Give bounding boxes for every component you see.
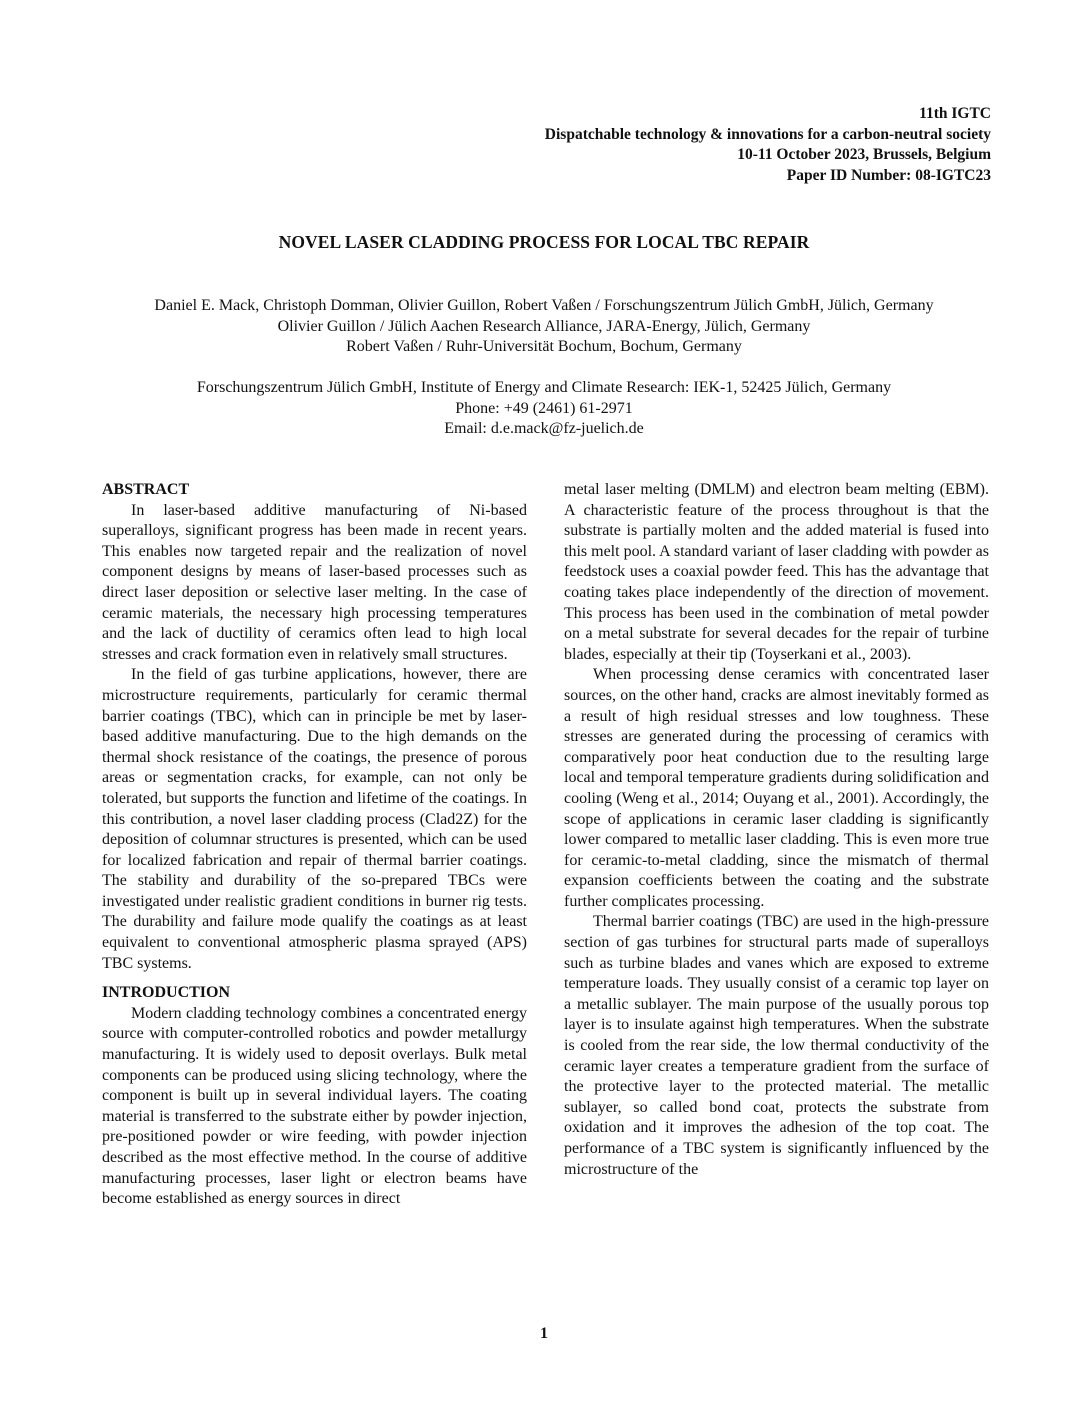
author-line: Daniel E. Mack, Christoph Domman, Olivier Guillon, Robert Vaßen / Forschungszentrum Jülich GmbH, Jülich, Germany bbox=[154, 297, 934, 314]
phone-number: Phone: +49 (2461) 61-2971 bbox=[455, 399, 633, 417]
introduction-paragraph: When processing dense ceramics with concentrated laser sources, on the other hand, cracks are almost inevitably formed as a result of high residual stresses and low toughness. These stresses are generated during the processing of ceramics with comparatively poor heat conduction due to the resulting large local and temporal temperature gradients during solidification and cooling (Weng et al., 2014; Ouyang et al., 2001). Accordingly, the scope of applications in ceramic laser cladding is significantly lower compared to metallic laser cladding. This is even more true for ceramic-to-metal cladding, since the mismatch of thermal expansion coefficients between the coating and the substrate further complicates processing. bbox=[564, 666, 989, 910]
email-address: Email: d.e.mack@fz-juelich.de bbox=[444, 420, 644, 437]
paper-title: NOVEL LASER CLADDING PROCESS FOR LOCAL TBC REPAIR bbox=[278, 232, 810, 252]
author-line: Robert Vaßen / Ruhr-Universität Bochum, Bochum, Germany bbox=[346, 338, 742, 355]
abstract-paragraph: In the field of gas turbine applications, however, there are microstructure requirements, particularly for ceramic thermal barrier coatings (TBC), which can in principle be met by laser-based additive manufacturing. Due to the high demands on the thermal shock resistance of the coatings, the presence of porous areas or segmentation cracks, for example, can not only be tolerated, but supports the function and lifetime of the coatings. In this contribution, a novel laser cladding process (Clad2Z) for the deposition of columnar structures is presented, which can be used for localized fabrication and repair of thermal barrier coatings. The stability and durability of the so-prepared TBCs were investigated under realistic gradient conditions in burner rig tests. The durability and failure mode qualify the coatings as at least equivalent to conventional atmospheric plasma sprayed (APS) TBC systems. bbox=[102, 666, 527, 972]
conference-date-location: 10-11 October 2023, Brussels, Belgium bbox=[737, 146, 991, 163]
conference-header bbox=[545, 104, 991, 186]
abstract-heading: ABSTRACT bbox=[102, 481, 190, 498]
contact-block bbox=[0, 378, 1088, 440]
abstract-paragraph: In laser-based additive manufacturing of Ni-based superalloys, significant progress has been made in recent years. This enables now targeted repair and the realization of novel component designs by means of laser-based processes such as direct laser deposition or selective laser melting. In the case of ceramic materials, the necessary high processing temperatures and the lack of ductility of ceramics often lead to high local stresses and crack formation even in relatively small structures. bbox=[102, 501, 527, 663]
introduction-heading: INTRODUCTION bbox=[102, 984, 231, 1002]
institute-address: Forschungszentrum Jülich GmbH, Institute of Energy and Climate Research: IEK-1, 52425 Jülich, Germany bbox=[196, 379, 892, 396]
right-column bbox=[564, 480, 989, 1180]
page-number: 1 bbox=[540, 1325, 548, 1342]
author-list bbox=[0, 296, 1088, 358]
introduction-paragraph: Modern cladding technology combines a concentrated energy source with computer-controlled robotics and powder metallurgy manufacturing. It is widely used to deposit overlays. Bulk metal components can be produced using slicing technology, where the component is built up in several individual layers. The coating material is transferred to the substrate either by powder injection, pre-positioned powder or wire feeding, with powder injection described as the most effective method. In the course of additive manufacturing processes, laser light or electron beams have become established as energy sources in direct bbox=[102, 1004, 527, 1208]
conference-theme: Dispatchable technology & innovations for a carbon-neutral society bbox=[544, 125, 991, 143]
paper-id: Paper ID Number: 08-IGTC23 bbox=[786, 166, 991, 184]
conference-edition: 11th IGTC bbox=[919, 105, 991, 122]
introduction-paragraph-continued: metal laser melting (DMLM) and electron beam melting (EBM). A characteristic feature of the process throughout is that the substrate is partially molten and the added material is fused into this melt pool. A standard variant of laser cladding with powder as feedstock uses a coaxial powder feed. This has the advantage that coating takes place independently of the direction of movement. This process has been used in the combination of metal powder on a metal substrate for several decades for the repair of turbine blades, especially at their tip (Toyserkani et al., 2003). bbox=[564, 481, 989, 663]
introduction-paragraph: Thermal barrier coatings (TBC) are used in the high-pressure section of gas turbines for structural parts made of superalloys such as turbine blades and vanes which are exposed to extreme temperature loads. They usually consist of a ceramic top layer on a metallic sublayer. The main purpose of the usually porous top layer is to insulate against high temperatures. When the substrate is cooled from the rear side, the low thermal conductivity of the ceramic layer creates a temperature gradient from the surface of the protective layer to the protected material. The metallic sublayer, so called bond coat, protects the substrate from oxidation and it improves the adhesion of the top coat. The performance of a TBC system is significantly influenced by the microstructure of the bbox=[564, 913, 989, 1178]
left-column bbox=[102, 480, 527, 1210]
author-line: Olivier Guillon / Jülich Aachen Research Alliance, JARA-Energy, Jülich, Germany bbox=[277, 317, 811, 335]
